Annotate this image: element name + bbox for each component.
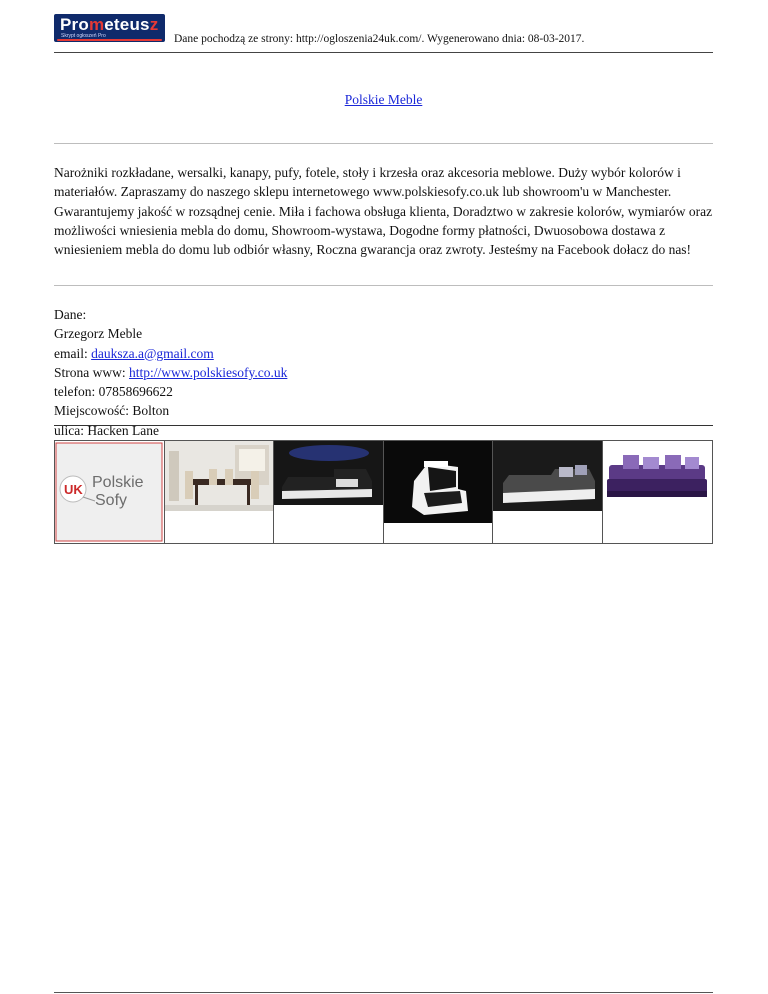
gallery-thumb-patterned-corner-sofa[interactable] <box>493 441 603 543</box>
page <box>54 0 713 994</box>
page-header <box>54 14 713 53</box>
listing-description: Narożniki rozkładane, wersalki, kanapy, pufy, fotele, stoły i krzesła oraz akcesoria meblowe. Duży wybór kolorów i materiałów. Zapraszamy do naszego sklepu internetowego www.polskiesofy.co.uk lub showroom'u w Manchester. Gwarantujemy jakość w rozsądnej cenie. Miła i fachowa obsługa klienta, Doradztwo w zakresie kolorów, wymiarów oraz możliwości wniesienia mebla do domu, Showroom-wystawa, Dogodne formy płatności, Dwuosobowa dostawa z wniesieniem mebla do domu lub odbiór własny, Roczna gwarancja oraz zwroty. Jesteśmy na Facebook dołacz do nas! <box>54 165 713 258</box>
logo-swoosh <box>57 39 162 41</box>
bottom-divider <box>54 992 713 993</box>
purple-sofa-image <box>603 441 713 543</box>
website-link[interactable]: http://www.polskiesofy.co.uk <box>129 364 288 380</box>
polskie-sofy-logo-image <box>55 441 163 543</box>
divider <box>54 143 713 144</box>
dining-table-image <box>165 441 275 543</box>
email-link[interactable]: dauksza.a@gmail.com <box>91 345 214 361</box>
armchair-image <box>384 441 494 543</box>
gallery-thumb-armchair[interactable] <box>384 441 494 543</box>
contact-www-row <box>54 363 287 382</box>
contact-city: Miejscowość: Bolton <box>54 403 170 419</box>
contact-name: Grzegorz Meble <box>54 326 143 342</box>
gallery-thumb-purple-sofa[interactable] <box>603 441 713 543</box>
contact-email-row <box>54 344 287 363</box>
svg-text:Polskie: Polskie <box>92 474 144 491</box>
logo-tagline: Skrypt ogłoszeń Pro <box>61 33 106 39</box>
patterned-sofa-image <box>493 441 603 543</box>
divider <box>54 425 713 426</box>
www-label: Strona www: <box>54 364 129 380</box>
contact-street: ulica: Hacken Lane <box>54 422 159 438</box>
prometeusz-logo <box>54 14 165 42</box>
listing-title-link[interactable]: Polskie Meble <box>344 92 423 107</box>
svg-text:UK: UK <box>64 482 83 497</box>
corner-sofa-image <box>274 441 384 543</box>
logo-wordmark: Prometeusz <box>60 15 159 34</box>
gallery-thumb-corner-sofa-black-white[interactable] <box>274 441 384 543</box>
contact-phone: telefon: 07858696622 <box>54 384 173 400</box>
gallery-thumb-polskie-sofy-logo[interactable] <box>55 441 165 543</box>
contact-details <box>54 305 287 440</box>
source-note: Dane pochodzą ze strony: http://ogloszenia24uk.com/. Wygenerowano dnia: 08-03-2017. <box>174 33 585 45</box>
svg-text:Sofy: Sofy <box>95 492 128 509</box>
gallery-thumb-dining-table[interactable] <box>165 441 275 543</box>
email-label: email: <box>54 345 92 361</box>
contact-heading: Dane: <box>54 307 87 322</box>
listing-title-container <box>54 92 713 108</box>
photo-gallery <box>54 440 713 544</box>
divider <box>54 285 713 286</box>
